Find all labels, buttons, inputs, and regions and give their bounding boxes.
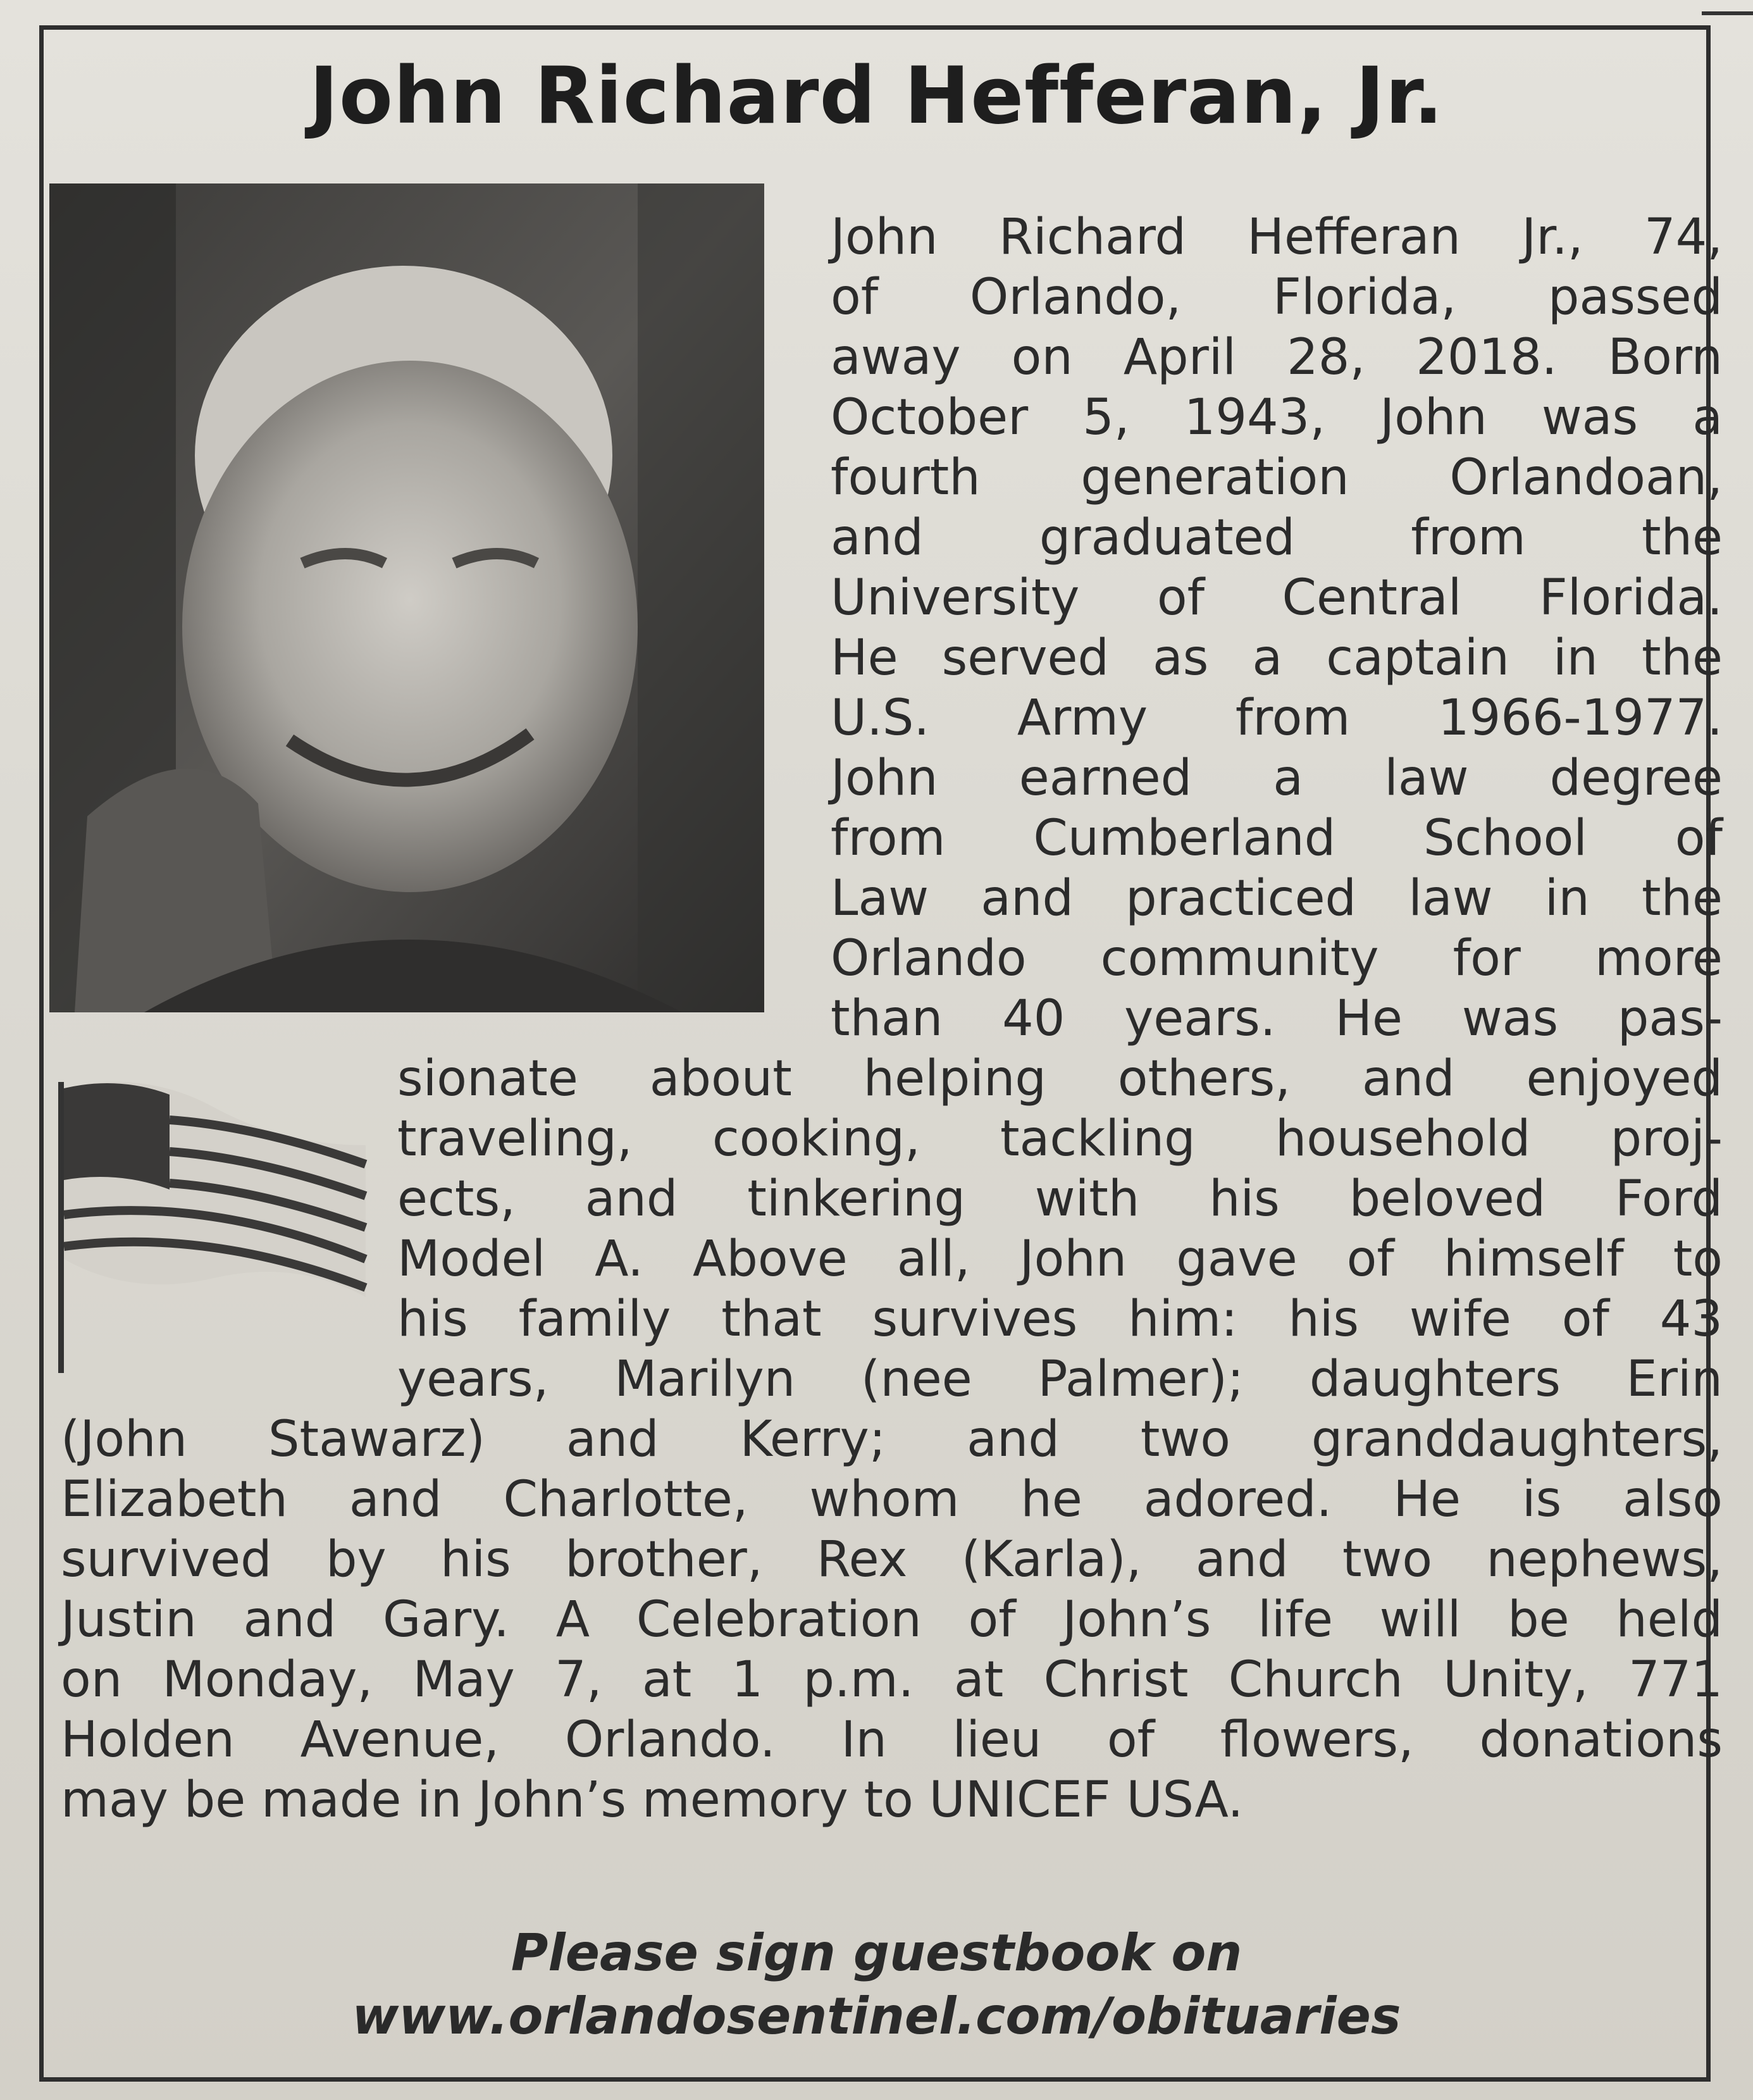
portrait-photo bbox=[49, 183, 764, 1012]
body-line: Justin and Gary. A Celebration of John’s life will be held bbox=[61, 1591, 1723, 1648]
body-line: Model A. Above all, John gave of himself to bbox=[397, 1231, 1723, 1288]
body-line: John Richard Hefferan Jr., 74, bbox=[831, 209, 1723, 266]
body-line: ects, and tinkering with his beloved Ford bbox=[397, 1171, 1723, 1227]
body-line: University of Central Florida. bbox=[831, 569, 1723, 626]
body-line: his family that survives him: his wife of 43 bbox=[397, 1291, 1723, 1348]
body-line: Holden Avenue, Orlando. In lieu of flowers, donations bbox=[61, 1712, 1723, 1768]
obituary-title: John Richard Hefferan, Jr. bbox=[309, 51, 1444, 142]
body-line: away on April 28, 2018. Born bbox=[831, 329, 1723, 386]
body-line: may be made in John’s memory to UNICEF USA. bbox=[61, 1772, 1244, 1829]
body-line: (John Stawarz) and Kerry; and two granddaughters, bbox=[61, 1411, 1723, 1468]
body-line: John earned a law degree bbox=[831, 750, 1723, 807]
american-flag-icon bbox=[49, 1069, 378, 1386]
guestbook-url: www.orlandosentinel.com/obituaries bbox=[352, 1987, 1401, 2046]
body-line: Elizabeth and Charlotte, whom he adored. He is also bbox=[61, 1471, 1723, 1528]
body-line: Orlando community for more bbox=[831, 930, 1723, 987]
body-line: than 40 years. He was pas- bbox=[831, 990, 1723, 1047]
body-line: from Cumberland School of bbox=[831, 810, 1723, 867]
body-line: traveling, cooking, tackling household proj- bbox=[397, 1110, 1723, 1167]
body-line: October 5, 1943, John was a bbox=[831, 389, 1723, 446]
body-line: of Orlando, Florida, passed bbox=[831, 269, 1723, 326]
body-line: Law and practiced law in the bbox=[831, 870, 1723, 927]
body-line: sionate about helping others, and enjoyed bbox=[397, 1050, 1723, 1107]
body-line: U.S. Army from 1966-1977. bbox=[831, 690, 1723, 747]
body-line: He served as a captain in the bbox=[831, 630, 1723, 687]
body-line: fourth generation Orlandoan, bbox=[831, 449, 1723, 506]
body-line: survived by his brother, Rex (Karla), and two nephews, bbox=[61, 1531, 1723, 1588]
top-rule bbox=[1702, 11, 1753, 15]
body-line: on Monday, May 7, at 1 p.m. at Christ Church Unity, 771 bbox=[61, 1651, 1723, 1708]
body-line: and graduated from the bbox=[831, 509, 1723, 566]
guestbook-prompt: Please sign guestbook on bbox=[511, 1923, 1242, 1982]
body-line: years, Marilyn (nee Palmer); daughters Erin bbox=[397, 1351, 1723, 1408]
